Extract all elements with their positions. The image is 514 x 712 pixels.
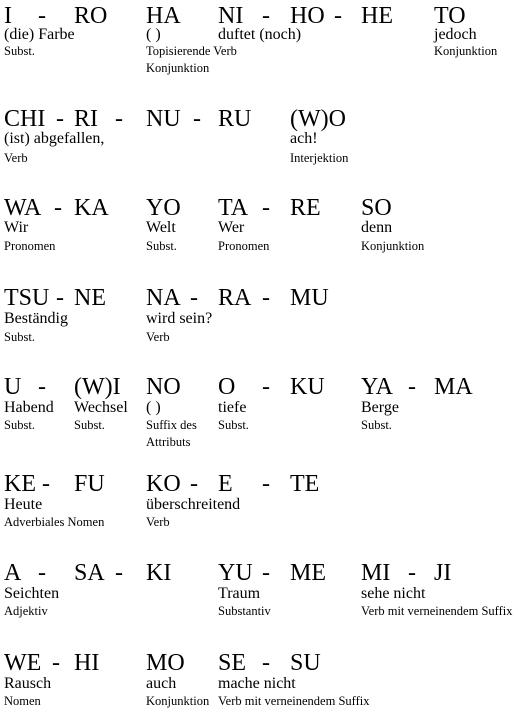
syllable: HA <box>146 3 181 29</box>
syllable: E <box>218 471 233 497</box>
syllable: MO <box>146 650 185 676</box>
gloss: Wir <box>4 219 29 236</box>
syllable: YU <box>218 560 253 586</box>
gloss: ( ) <box>146 399 161 416</box>
syllable: NI <box>218 3 244 29</box>
syllable: WA <box>4 195 42 221</box>
syllable: KO <box>146 471 181 497</box>
part-of-speech: Konjunktion <box>146 61 210 75</box>
gloss: Beständig <box>4 310 68 327</box>
part-of-speech: Verb mit verneinendem Suffix <box>361 604 513 618</box>
syllable: O <box>218 374 236 400</box>
syllable: KA <box>74 195 109 221</box>
part-of-speech: Nomen <box>4 694 41 708</box>
syllable: HO <box>290 3 325 29</box>
syllable: HI <box>74 650 100 676</box>
syllable: KE <box>4 471 36 497</box>
gloss: (die) Farbe <box>4 26 75 43</box>
syllable-separator: - <box>334 3 342 29</box>
syllable-separator: - <box>262 650 270 676</box>
syllable: TSU <box>4 285 50 311</box>
syllable: MI <box>361 560 391 586</box>
gloss: Traum <box>218 585 261 602</box>
syllable: NO <box>146 374 181 400</box>
syllable-separator: - <box>262 3 270 29</box>
syllable-separator: - <box>262 374 270 400</box>
gloss: auch <box>146 675 177 692</box>
syllable-separator: - <box>262 285 270 311</box>
syllable: I <box>4 3 12 29</box>
syllable-separator: - <box>38 3 46 29</box>
gloss: Heute <box>4 496 43 513</box>
gloss: wird sein? <box>146 310 213 327</box>
part-of-speech: Adjektiv <box>4 604 48 618</box>
part-of-speech: Attributs <box>146 435 191 449</box>
part-of-speech: Subst. <box>4 418 35 432</box>
part-of-speech: Verb mit verneinendem Suffix <box>218 694 370 708</box>
syllable-separator: - <box>190 471 198 497</box>
gloss: denn <box>361 219 393 236</box>
syllable-separator: - <box>56 285 64 311</box>
gloss: Rausch <box>4 675 52 692</box>
syllable-separator: - <box>115 106 123 132</box>
syllable: KU <box>290 374 325 400</box>
syllable: MA <box>434 374 473 400</box>
syllable: SU <box>290 650 321 676</box>
syllable: FU <box>74 471 105 497</box>
syllable-separator: - <box>262 471 270 497</box>
syllable: MU <box>290 285 329 311</box>
syllable: U <box>4 374 22 400</box>
syllable: RO <box>74 3 108 29</box>
part-of-speech: Pronomen <box>4 239 56 253</box>
syllable-separator: - <box>262 560 270 586</box>
gloss: tiefe <box>218 399 247 416</box>
syllable-separator: - <box>262 195 270 221</box>
gloss: Welt <box>146 219 176 236</box>
gloss: mache nicht <box>218 675 296 692</box>
part-of-speech: Interjektion <box>290 151 349 165</box>
part-of-speech: Subst. <box>146 239 177 253</box>
part-of-speech: Subst. <box>4 44 35 58</box>
syllable: SA <box>74 560 105 586</box>
gloss: ( ) <box>146 26 161 43</box>
part-of-speech: Subst. <box>361 418 392 432</box>
syllable: ME <box>290 560 326 586</box>
gloss: Wechsel <box>74 399 128 416</box>
syllable: TA <box>218 195 249 221</box>
syllable-separator: - <box>193 106 201 132</box>
gloss: Habend <box>4 399 54 416</box>
part-of-speech: Verb <box>146 515 170 529</box>
gloss: ach! <box>290 130 318 147</box>
syllable: KI <box>146 560 172 586</box>
gloss: überschreitend <box>146 496 241 513</box>
syllable: NE <box>74 285 106 311</box>
gloss: duftet (noch) <box>218 26 302 43</box>
gloss: Wer <box>218 219 245 236</box>
syllable: (W)I <box>74 374 121 400</box>
syllable: SO <box>361 195 392 221</box>
syllable: TE <box>290 471 320 497</box>
syllable: SE <box>218 650 247 676</box>
part-of-speech: Pronomen <box>218 239 270 253</box>
gloss: Seichten <box>4 585 60 602</box>
gloss: Berge <box>361 399 399 416</box>
gloss: jedoch <box>434 26 477 43</box>
part-of-speech: Konjunktion <box>361 239 425 253</box>
syllable-separator: - <box>408 374 416 400</box>
syllable: JI <box>434 560 452 586</box>
syllable: HE <box>361 3 393 29</box>
syllable: TO <box>434 3 466 29</box>
syllable: RI <box>74 106 98 132</box>
syllable: (W)O <box>290 106 346 132</box>
syllable: WE <box>4 650 42 676</box>
part-of-speech: Verb <box>146 330 170 344</box>
syllable: RU <box>218 106 252 132</box>
syllable: NU <box>146 106 181 132</box>
syllable-separator: - <box>408 560 416 586</box>
part-of-speech: Verb <box>4 151 28 165</box>
syllable-separator: - <box>42 471 50 497</box>
part-of-speech: Adverbiales Nomen <box>4 515 105 529</box>
syllable: RE <box>290 195 321 221</box>
syllable: CHI <box>4 106 46 132</box>
syllable-separator: - <box>56 106 64 132</box>
part-of-speech: Subst. <box>218 418 249 432</box>
syllable-separator: - <box>54 195 62 221</box>
part-of-speech: Konjunktion <box>434 44 498 58</box>
syllable-separator: - <box>52 650 60 676</box>
syllable-separator: - <box>38 374 46 400</box>
syllable-separator: - <box>190 285 198 311</box>
syllable-separator: - <box>115 560 123 586</box>
syllable: YA <box>361 374 394 400</box>
syllable: NA <box>146 285 181 311</box>
syllable-separator: - <box>38 560 46 586</box>
part-of-speech: Topisierende Verb <box>146 44 237 58</box>
part-of-speech: Suffix des <box>146 418 197 432</box>
part-of-speech: Konjunktion <box>146 694 210 708</box>
syllable: RA <box>218 285 252 311</box>
gloss: (ist) abgefallen, <box>4 130 105 147</box>
part-of-speech: Subst. <box>4 330 35 344</box>
gloss: sehe nicht <box>361 585 426 602</box>
part-of-speech: Subst. <box>74 418 105 432</box>
syllable: YO <box>146 195 181 221</box>
syllable: A <box>4 560 22 586</box>
part-of-speech: Substantiv <box>218 604 271 618</box>
